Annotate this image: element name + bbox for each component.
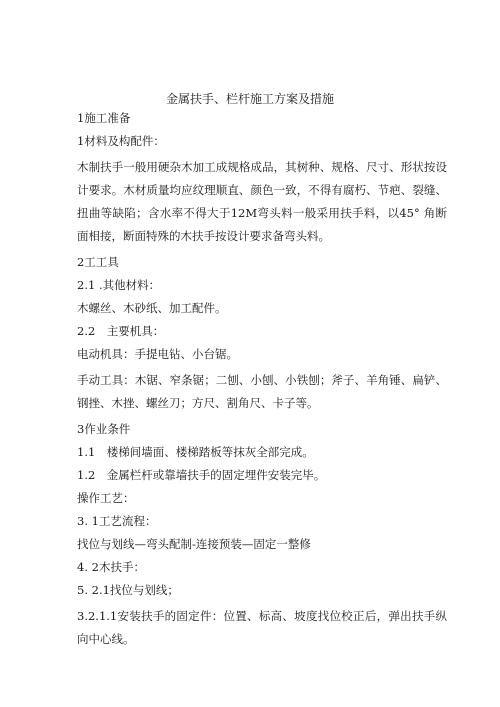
subsection-heading-tools: 2工工具 xyxy=(77,255,119,269)
paragraph-manual-tools: 手动工具：木锯、窄条锯；二刨、小刨、小铁刨；斧子、羊角锤、扁铲、钢挫、木挫、螺丝刀；方尺、割角尺、卡子等。 xyxy=(77,373,447,410)
subsection-wood-handrail: 4. 2木扶手： xyxy=(77,560,145,574)
subsection-other-materials: 2.1 .其他材料： xyxy=(77,278,161,292)
subsection-heading-conditions: 3作业条件 xyxy=(77,422,131,436)
paragraph-electric-tools: 电动机具：手提电钻、小台锯。 xyxy=(77,347,238,361)
paragraph-materials: 木制扶手一般用硬杂木加工成规格成品，其树种、规格、尺寸、形状按设计要求。木材质量均应纹理顺直、颜色一致，不得有腐朽、节疤、裂缝、扭曲等缺陷；含水率不得大于12M弯头料一般采用扶手料，以45° 角断面相接，断面特殊的木扶手按设计要求备弯头料。 xyxy=(77,160,447,243)
subsection-process-flow: 3. 1工艺流程： xyxy=(77,514,157,528)
paragraph-fixing-parts: 3.2.1.1安装扶手的固定件：位置、标高、坡度找位校正后，弹出扶手纵向中心线。 xyxy=(77,609,447,646)
section-heading-operation: 操作工艺： xyxy=(77,491,135,505)
subsection-main-tools: 2.2 主要机具： xyxy=(77,324,165,338)
condition-item-2: 1.2 金属栏杆或靠墙扶手的固定埋件安装完毕。 xyxy=(77,468,326,482)
document-body xyxy=(62,110,447,651)
document-title: 金属扶手、栏杆施工方案及措施 xyxy=(165,92,334,106)
section-heading-preparation: 1施工准备 xyxy=(77,111,131,125)
paragraph-other-materials: 木螺丝、木砂纸、加工配件。 xyxy=(77,301,227,315)
condition-item-1: 1.1 楼梯间墙面、楼梯踏板等抹灰全部完成。 xyxy=(77,445,314,459)
subsection-positioning: 5. 2.1找位与划线； xyxy=(77,583,179,597)
paragraph-process-flow: 找位与划线—弯头配制-连接预装—固定一整修 xyxy=(77,537,311,551)
subsection-heading-materials: 1材料及构配件： xyxy=(77,134,165,148)
